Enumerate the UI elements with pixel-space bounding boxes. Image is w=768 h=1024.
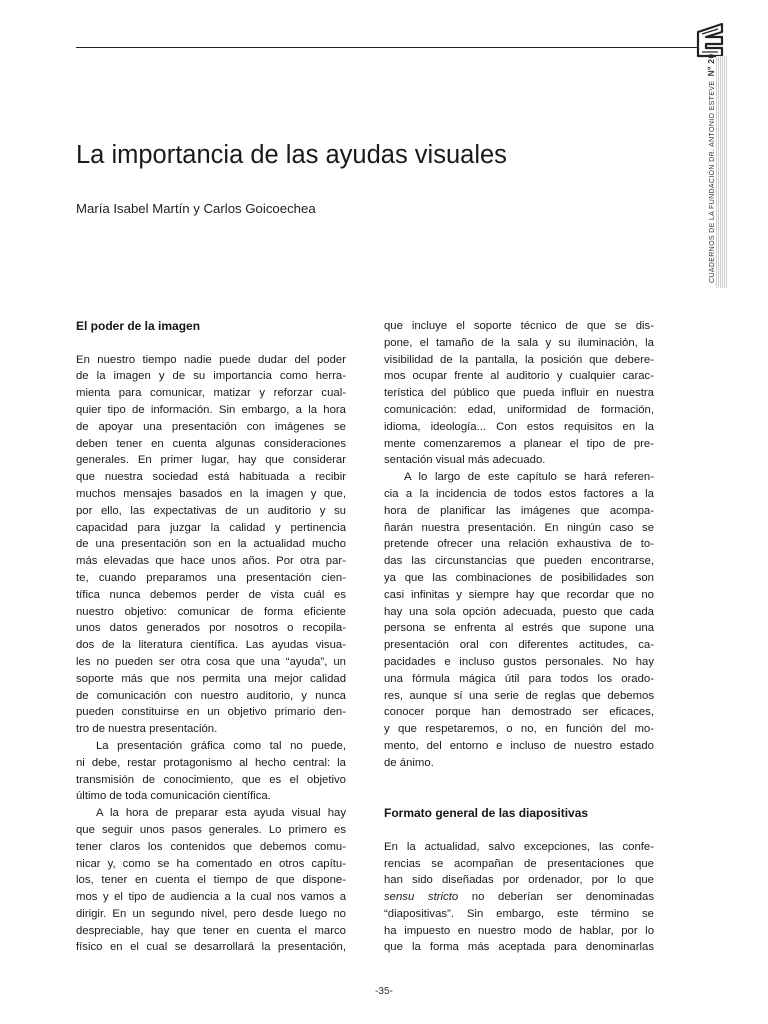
- series-name-vertical: [706, 54, 716, 283]
- text-line: La presentación gráfica como tal no puede,: [96, 739, 346, 752]
- text-line: pueden constituirse en un objetivo primario den-: [76, 706, 346, 719]
- text-line: A lo largo de este capítulo se hará referen-: [404, 471, 654, 484]
- text-line: que incluye el soporte técnico de que se dis-: [384, 320, 654, 332]
- text-line: ni debe, restar protagonismo al hecho central: la: [76, 756, 346, 769]
- text-line: unos datos generados por nosotros o recopila-: [76, 622, 346, 635]
- text-line: res, aunque sí una serie de reglas que debemos: [384, 689, 654, 702]
- text-line: En nuestro tiempo nadie puede dudar del poder: [76, 353, 346, 366]
- text-line: muchos mensajes basados en la imagen y que,: [76, 487, 346, 500]
- spacer: [384, 772, 654, 806]
- text-line: por ello, las expectativas de un auditorio y su: [76, 504, 346, 517]
- series-title: CUADERNOS DE LA FUNDACIÓN DR. ANTONIO ESTEVE: [709, 80, 716, 283]
- text-line: tífica nunca debemos perder de vista cuál es: [76, 588, 346, 601]
- text-line: y que respetaremos, o no, en función del mo-: [384, 723, 654, 736]
- text-line: nuestro objetivo: comunicar de forma eficiente: [76, 605, 346, 618]
- right-column: [384, 318, 654, 956]
- text-line: ya que las combinaciones de posibilidades son: [384, 571, 654, 584]
- text-line: una fórmula mágica útil para todos los orado-: [384, 672, 654, 685]
- text-line: A la hora de preparar esta ayuda visual hay: [96, 807, 346, 820]
- paragraph: [76, 805, 346, 956]
- text-line: más elevadas que hace unos años. Por otra par-: [76, 555, 346, 568]
- text-line: capacidad para juzgar la calidad y pertinencia: [76, 521, 346, 534]
- text-line: rencias se acompañan de presentaciones que: [384, 857, 654, 870]
- text-line: físico en el cual se desarrollará la presentación,: [76, 941, 346, 954]
- text-line: comunicación: edad, uniformidad de formación,: [384, 403, 654, 416]
- text-line: nicar y, como se ha comentado en otros capítu-: [76, 857, 346, 870]
- text-line: de apoyar una presentación con imágenes se: [76, 420, 346, 433]
- text-line: conocer porque han demostrado ser eficaces,: [384, 706, 654, 719]
- text-line: mos ocupar frente al auditorio y cualquier carac-: [384, 370, 654, 383]
- page-number: -35-: [375, 986, 393, 997]
- text-fragment: no deberían ser denominadas: [458, 891, 654, 904]
- text-line: “diapositivas”. Sin embargo, este término se: [384, 907, 654, 920]
- text-line: pretende ofrecer una relación exhaustiva de to-: [384, 538, 654, 551]
- article-title: La importancia de las ayudas visuales: [76, 141, 507, 169]
- text-line: los, tener en cuenta el tiempo de que dispone-: [76, 874, 346, 887]
- paragraph: [76, 352, 346, 738]
- text-line: En la actualidad, salvo excepciones, las confe-: [384, 840, 654, 853]
- text-line: mos y el tipo de audiencia a la cual nos vamos a: [76, 891, 346, 904]
- text-line: hay una sola opción adecuada, puesto que cada: [384, 605, 654, 618]
- text-line: soporte más que nos permita una mejor calidad: [76, 672, 346, 685]
- text-line: pone, el tamaño de la sala y su iluminación, la: [384, 336, 654, 349]
- paragraph: [384, 839, 654, 957]
- text-line: ha impuesto en nuestro modo de hablar, por lo: [384, 924, 654, 937]
- text-line: quier tipo de información. Sin embargo, a la hora: [76, 403, 346, 416]
- text-line: te, cuando preparamos una presentación cien-: [76, 571, 346, 584]
- text-line: transmisión de conocimiento, que es el objetivo: [76, 773, 346, 786]
- paragraph: [384, 469, 654, 771]
- text-line: tener claros los contenidos que debemos comu-: [76, 840, 346, 853]
- text-line: presentación oral con diferentes actitudes, ca-: [384, 639, 654, 652]
- text-line: idioma, ideología... Con estos requisitos en la: [384, 420, 654, 433]
- article-authors: María Isabel Martín y Carlos Goicoechea: [76, 201, 316, 216]
- issue-number: Nº 20: [706, 53, 716, 77]
- italic-term: sensu stricto: [384, 891, 459, 904]
- text-line: de ánimo.: [384, 756, 434, 769]
- text-line: pacidades e incluso gustos personales. No hay: [384, 655, 654, 668]
- text-line: les no pueden ser otra cosa que una “ayuda”, un: [76, 655, 346, 668]
- text-line: das las circunstancias que pueden encontrarse,: [384, 555, 654, 568]
- text-line: de comunicación con nuestro auditorio, y nunca: [76, 689, 346, 702]
- text-line: han sido diseñadas por ordenador, por lo que: [384, 874, 654, 887]
- text-line: deben tener en cuenta algunas consideraciones: [76, 437, 346, 450]
- left-column: [76, 318, 346, 956]
- paragraph: [76, 738, 346, 805]
- text-line: que nuestra sociedad está habituada a recibir: [76, 471, 346, 484]
- header-rule: [76, 47, 698, 48]
- text-line: visibilidad de la pantalla, la posición que debere-: [384, 353, 654, 366]
- text-line: mento, del entorno e incluso de nuestro estado: [384, 739, 654, 752]
- text-line: dos de la literatura científica. Las ayudas visua-: [76, 639, 346, 652]
- paragraph: [384, 318, 654, 469]
- text-line: de la imagen y de su importancia como herra-: [76, 370, 346, 383]
- section-heading: El poder de la imagen: [76, 319, 201, 333]
- text-line: despreciable, hay que tener en cuenta el marco: [76, 924, 346, 937]
- text-line: cia a la incidencia de todos estos factores a la: [384, 487, 654, 500]
- text-line: casi infinitas y siempre hay que recordar que no: [384, 588, 654, 601]
- section-heading: Formato general de las diapositivas: [384, 806, 589, 821]
- text-line: tro de nuestra presentación.: [76, 723, 218, 736]
- text-line: que la forma más aceptada para denominarlas: [384, 941, 654, 954]
- text-line: sentación visual más adecuado.: [384, 454, 546, 467]
- text-line: mienta para comunicar, matizar y reforzar cual-: [76, 387, 346, 400]
- text-line: persona se enfrenta al estrés que supone una: [384, 622, 654, 635]
- text-line: de una presentación son en la actualidad mucho: [76, 538, 346, 551]
- spacer: [384, 822, 654, 839]
- spacer: [76, 335, 346, 352]
- text-line: generales. En primer lugar, hay que considerar: [76, 454, 346, 467]
- text-line: mente comenzaremos a planear el tipo de pre-: [384, 437, 654, 450]
- text-line: que seguir unos pasos generales. Lo primero es: [76, 823, 346, 836]
- text-line: [384, 889, 654, 906]
- text-line: dirigir. En un segundo nivel, pero desde luego no: [76, 907, 346, 920]
- text-line: hora de planificar las imágenes que acompa-: [384, 504, 654, 517]
- text-line: ñarán nuestra presentación. En ningún caso se: [384, 521, 654, 534]
- decorative-stripe-band: [716, 56, 728, 288]
- text-line: terística del público que pueda influir en nuestra: [384, 387, 654, 400]
- text-line: último de toda comunicación científica.: [76, 790, 271, 803]
